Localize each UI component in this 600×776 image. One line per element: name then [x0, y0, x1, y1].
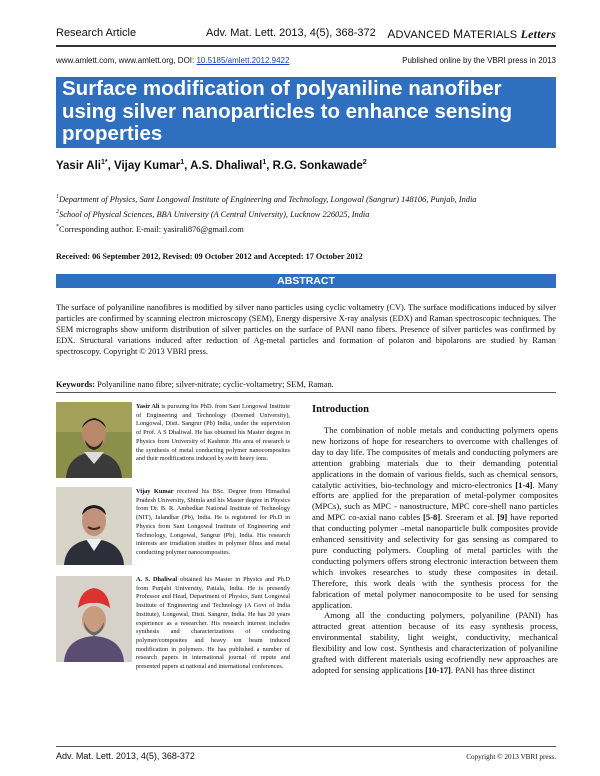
corresponding-author: *Corresponding author. E-mail: yasirali876@gmail.com — [56, 224, 244, 234]
introduction-body — [312, 425, 558, 676]
citation-ref[interactable]: [10-17] — [425, 664, 451, 675]
article-title: Surface modification of polyaniline nanofiber using silver nanoparticles to enhance sensing properties — [62, 77, 512, 145]
citation-ref[interactable]: [5-8] — [423, 512, 441, 523]
journal-links: www.amlett.com, www.amlett.org, DOI: — [56, 56, 197, 65]
affiliation-2: $^2$School of Physical Sciences, BBA University (A Central University), Lucknow 226025, India — [56, 208, 370, 219]
author-name: A.S. Dhaliwal — [190, 159, 263, 172]
footer-citation: Adv. Mat. Lett. 2013, 4(5), 368-372 — [56, 751, 195, 761]
keywords-text: Polyaniline nano fibre; silver-nitrate; cyclic-voltametry; SEM, Raman. — [95, 380, 334, 389]
author-bio-1: Yasir Ali is pursuing his PhD. from Sant Longowal Institute of Engineering and Technology (Deemed University), Longowal, Distt. Sangrur (Pb) India, under the supervision of Prof. A S Dhaliwal. He has obtained his Master degree in Physics from University of Kashmir. His area of research is the synthesis of metal conducting polymer nanocomposites and their modifications induced by swift heavy ions. — [136, 403, 290, 463]
portrait-image — [56, 487, 132, 565]
sub-header — [56, 56, 556, 65]
bio-author-name: Vijay Kumar — [136, 488, 174, 495]
affiliation-1: $^1$Department of Physics, Sant Longowal Institute of Engineering and Technology, Longowal (Sangrur) 148106, Punjab, India — [56, 194, 477, 204]
doi-link[interactable]: 10.5185/amlett.2012.9422 — [196, 56, 290, 65]
article-type: Research Article — [56, 27, 137, 39]
keywords-rule — [56, 392, 556, 393]
author-name: Vijay Kumar — [113, 159, 181, 172]
author-name: Yasir Ali — [56, 159, 101, 172]
author-list: Yasir Ali$^{1*}$, Vijay Kumar$^1$, A.S. Dhaliwal$^1$, R.G. Sonkawade$^2$ — [56, 159, 367, 172]
photo-spacer — [56, 576, 136, 676]
author-bio-2: Vijay Kumar received his BSc. Degree from Himachal Pradesh University, Shimla and his Master degree in Physics from Dr. B. R. Ambedkar National Institute of Technology (NIT), Jalandhar (Pb), India. He is registered for Ph.D in Physics from Sant Longowal Institute of Engineering and Technology, Longowal, Sangrur (Pb), India. His research interests are irradiation studies in polymer films and metal conducting polymer nanocomposites. — [136, 488, 290, 556]
journal-name: ADVANCED MATERIALS Letters — [387, 27, 556, 41]
abstract-heading: ABSTRACT — [56, 274, 556, 288]
section-heading-introduction: Introduction — [312, 404, 369, 415]
affiliations — [56, 191, 556, 221]
author-photo-yasir-ali — [56, 402, 132, 478]
header-citation: Adv. Mat. Lett. 2013, 4(5), 368-372 — [206, 27, 376, 39]
bio-author-name: Yasir Ali — [136, 403, 160, 410]
paragraph: The combination of noble metals and conducting polymers opens new horizons of hope for researchers to overcome with challenges of day to day life. The composites of metals and conducting polymers are attention grabbing materials due to their demanding potential applications in the domain of various fields, such as chemical sensors, catalytic activities, bio-technology and micro-electronics [1-4]. Many efforts are applied for the preparation of metal-polymer composites (MPCs), such as MPC - nanostructure, MPC core-shell nano particles and MPC co-axial nano cables [5-8]. Sreeram et al. [9] have reported that conducting polymer –metal nanoparticle bulk composites provide enhanced sensitivity and selectivity for gas sensing as compared to pure conducting polymers. Coupling of metal particles with the conducting polymers offers strong electronic interaction between them which invokes researches to study these composites in detail. Therefore, this work deals with the synthesis process for the fabrication of metal polymer nanocomposite to be used for sensing application. — [312, 425, 558, 610]
citation-ref[interactable]: [9] — [497, 512, 508, 523]
footer-copyright: Copyright © 2013 VBRI press. — [466, 753, 556, 761]
received-dates: Received: 06 September 2012, Revised: 09 October 2012 and Accepted: 17 October 2012 — [56, 252, 363, 261]
keywords — [56, 380, 334, 389]
published-online: Published online by the VBRI press in 2013 — [402, 56, 556, 65]
citation-ref[interactable]: [1-4] — [515, 479, 533, 490]
abstract-text: The surface of polyaniline nanofibres is modified by silver nano particles using cyclic voltametry (CV). The surface modifications induced by silver particles are confirmed by scanning electron microscopy (SEM), Energy dispersive X-ray analysis (EDX) and Raman spectroscopic techniques. The SEM micrographs show uniform distribution of silver particles on the surface of PANI nano fibers. Presence of silver particles was confirmed by EDX. Structural variations induced after reduction of Ag-metal particles and formation of polaron and bipolarons are studied by Raman spectroscopy. Copyright © 2013 VBRI press. — [56, 303, 556, 356]
footer-rule — [56, 746, 556, 747]
author-name: R.G. Sonkawade — [272, 159, 363, 172]
header-rule — [56, 45, 556, 47]
bio-author-name: A. S. Dhaliwal — [136, 576, 178, 583]
keywords-label: Keywords: — [56, 380, 96, 389]
author-photo-vijay-kumar — [56, 487, 132, 565]
portrait-image — [56, 402, 132, 478]
author-bio-3: A. S. Dhaliwal obtained his Master in Physics and Ph.D from Punjabi University, Patiala, India. He is presently Professor and Head, Department of Physics, Sant Longowal Institute of Engineering and Technology (A Govt of India Institute), Longowal, Distt. Sangrur, India. He has 20 years experience as a researcher. His research interest includes synthesis and characterizations of conducting polymer/composites and heavy ion beam induced modification in polymers. He has published a number of research papers in international journal of repute and presented papers at national and international conferences. — [56, 576, 290, 676]
paragraph: Among all the conducting polymers, polyaniline (PANI) has attracted great attention because of its easy synthesis process, environmental stability, light weight, conductivity, mechanical flexibility and low cost. Synthesis and characterization of polyaniline grafted with different materials using ecofriendly new approaches are adopted for sensing applications [10-17]. PANI has three distinct — [312, 610, 558, 675]
running-header — [56, 27, 556, 43]
